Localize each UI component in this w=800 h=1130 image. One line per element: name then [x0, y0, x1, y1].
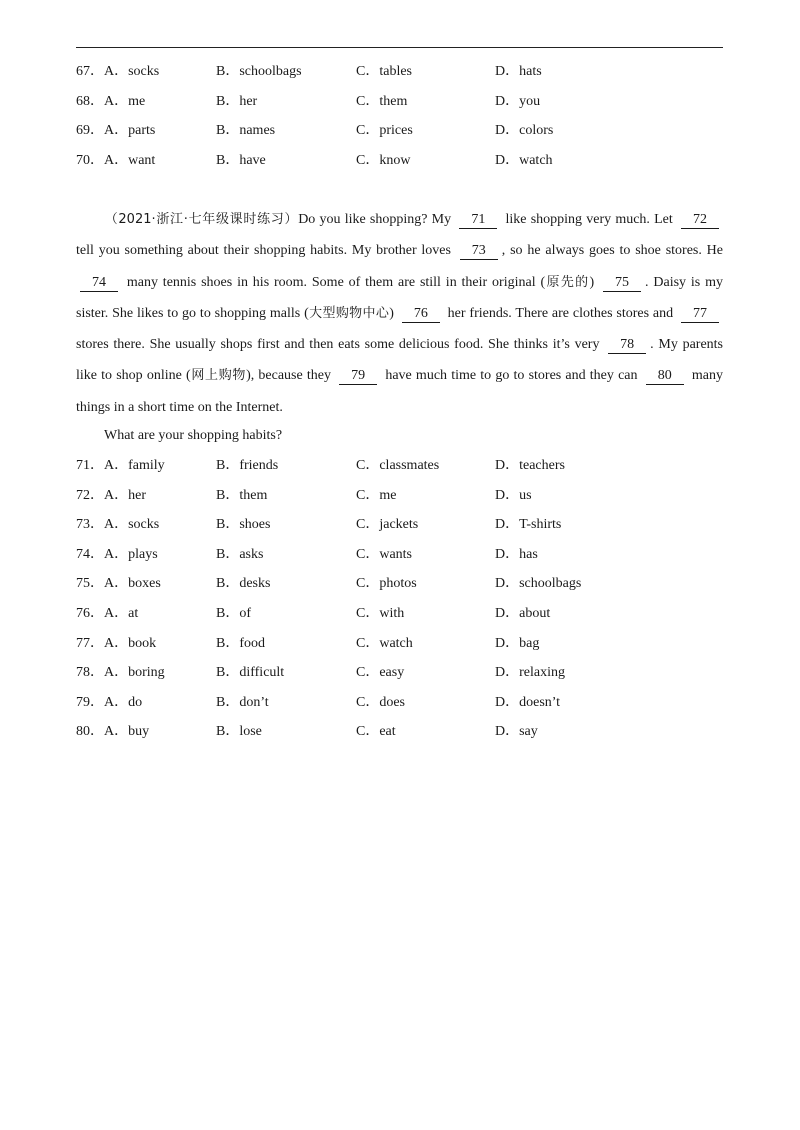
option-d: D．doesn’t — [495, 694, 561, 710]
question-number: 72． — [76, 487, 104, 503]
passage-text: have much time to go to stores and they can — [381, 368, 642, 384]
question-list-top — [76, 62, 736, 180]
option-a: A．me — [104, 93, 146, 109]
question-number: 71． — [76, 458, 104, 473]
option-b: B．don’t — [216, 694, 269, 710]
option-b: B．names — [216, 123, 276, 139]
option-c: C．me — [356, 487, 397, 503]
option-b: B．them — [216, 487, 268, 503]
question-row — [76, 574, 736, 604]
question-row — [76, 634, 736, 664]
option-b: B．lose — [216, 724, 262, 740]
question-row — [76, 722, 736, 752]
option-c: C．know — [356, 152, 411, 168]
option-b: B．asks — [216, 546, 264, 562]
option-a: A．boxes — [104, 576, 161, 592]
option-c: C．tables — [356, 64, 412, 79]
blank-73: 73 — [460, 243, 498, 260]
passage-text: ), because they — [246, 368, 336, 384]
question-number: 70． — [76, 152, 104, 168]
passage-text: ) — [589, 274, 600, 290]
blank-75: 75 — [603, 275, 641, 292]
option-d: D．relaxing — [495, 665, 565, 681]
passage-text: ) — [389, 305, 398, 321]
closing-question: What are your shopping habits? — [104, 428, 283, 443]
option-d: D．watch — [495, 152, 553, 168]
question-number: 80． — [76, 724, 104, 740]
question-number: 75． — [76, 576, 104, 592]
passage-text: her friends. There are clothes stores and — [443, 305, 677, 321]
blank-74: 74 — [80, 275, 118, 292]
option-d: D．you — [495, 93, 541, 109]
passage-text: . My parents like to shop online ( — [76, 337, 723, 384]
question-row — [76, 693, 736, 723]
blank-77: 77 — [681, 306, 719, 323]
passage-text: , so he always goes to shoe stores. He — [501, 243, 723, 259]
passage-text: Do you like shopping? My — [298, 212, 456, 227]
option-a: A．socks — [104, 517, 160, 533]
question-number: 73． — [76, 517, 104, 533]
option-a: A．at — [104, 605, 139, 621]
option-a: A．buy — [104, 724, 150, 740]
option-a: A．do — [104, 694, 143, 710]
passage-text: . Daisy is my sister. She likes to go to shopping malls ( — [76, 274, 723, 321]
option-d: D．us — [495, 487, 532, 503]
passage-source: （2021·浙江·七年级课时练习） — [104, 212, 299, 227]
gloss-online-shopping: 网上购物 — [190, 368, 247, 384]
option-a: A．want — [104, 152, 156, 168]
question-row — [76, 515, 736, 545]
passage-text: like shopping very much. Let — [501, 212, 677, 227]
question-row — [76, 121, 736, 151]
option-d: D．has — [495, 546, 538, 562]
blank-76: 76 — [402, 306, 440, 323]
option-d: D．T-shirts — [495, 517, 562, 533]
option-a: A．her — [104, 487, 146, 503]
gloss-shopping-mall: 大型购物中心 — [308, 305, 390, 321]
option-a: A．boring — [104, 665, 165, 681]
question-row — [76, 663, 736, 693]
option-d: D．bag — [495, 635, 540, 651]
option-b: B．shoes — [216, 517, 271, 533]
question-number: 68． — [76, 93, 104, 109]
option-b: B．desks — [216, 576, 271, 592]
option-c: C．jackets — [356, 517, 419, 533]
blank-78: 78 — [608, 337, 646, 354]
passage-text: many things in a short time on the Internet. — [76, 368, 723, 415]
option-c: C．photos — [356, 576, 417, 592]
blank-72: 72 — [681, 212, 719, 229]
option-d: D．teachers — [495, 458, 565, 473]
question-row — [76, 486, 736, 516]
question-list-bottom — [76, 456, 736, 752]
blank-71: 71 — [459, 212, 497, 229]
passage-text: many tennis shoes in his room. Some of them are still in their original ( — [122, 274, 546, 290]
option-a: A．parts — [104, 123, 156, 139]
question-row — [76, 92, 736, 122]
header-rule — [76, 47, 723, 48]
option-a: A．socks — [104, 64, 160, 79]
question-number: 77． — [76, 635, 104, 651]
option-b: B．difficult — [216, 665, 285, 681]
option-c: C．wants — [356, 546, 412, 562]
option-c: C．watch — [356, 635, 413, 651]
option-a: A．book — [104, 635, 157, 651]
option-b: B．her — [216, 93, 258, 109]
option-d: D．colors — [495, 123, 554, 139]
option-d: D．about — [495, 605, 551, 621]
option-b: B．friends — [216, 458, 279, 473]
passage-text: stores there. She usually shops first and then eats some delicious food. She thinks it’s very — [76, 337, 605, 353]
option-c: C．does — [356, 694, 405, 710]
blank-80: 80 — [646, 368, 684, 385]
option-b: B．food — [216, 635, 265, 651]
question-number: 76． — [76, 605, 104, 621]
gloss-original: 原先的 — [545, 274, 590, 290]
question-number: 69． — [76, 123, 104, 139]
option-c: C．with — [356, 605, 405, 621]
option-c: C．easy — [356, 665, 405, 681]
question-number: 74． — [76, 546, 104, 562]
question-row — [76, 151, 736, 181]
option-d: D．hats — [495, 64, 542, 79]
option-d: D．say — [495, 724, 538, 740]
question-row — [76, 545, 736, 575]
question-number: 79． — [76, 694, 104, 710]
option-d: D．schoolbags — [495, 576, 582, 592]
blank-79: 79 — [339, 368, 377, 385]
question-row — [76, 62, 736, 92]
question-number: 78． — [76, 665, 104, 681]
question-row — [76, 456, 736, 486]
question-row — [76, 604, 736, 634]
option-b: B．have — [216, 152, 266, 168]
cloze-passage — [76, 204, 723, 423]
option-b: B．schoolbags — [216, 64, 302, 79]
option-b: B．of — [216, 605, 251, 621]
option-a: A．family — [104, 458, 165, 473]
passage-text: tell you something about their shopping habits. My brother loves — [76, 243, 456, 259]
option-c: C．prices — [356, 123, 413, 139]
option-c: C．eat — [356, 724, 396, 740]
option-c: C．classmates — [356, 458, 440, 473]
question-number: 67． — [76, 64, 104, 79]
option-c: C．them — [356, 93, 408, 109]
option-a: A．plays — [104, 546, 158, 562]
